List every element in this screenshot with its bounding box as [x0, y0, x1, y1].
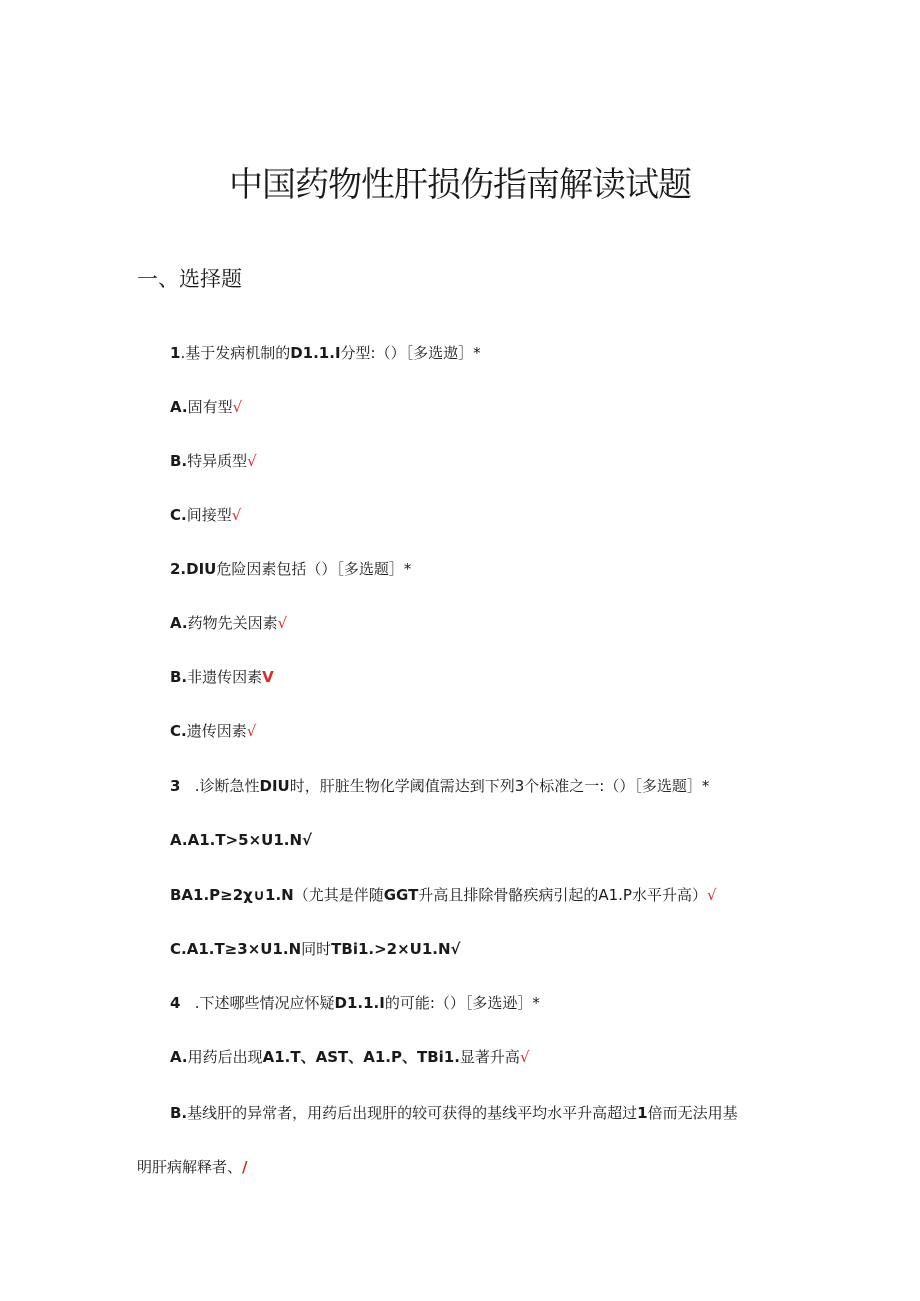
check-mark: V	[262, 668, 274, 686]
option-letter: C.	[170, 722, 187, 740]
question-4	[170, 991, 540, 1015]
option-text: 固有型	[187, 398, 233, 416]
question-text: 危险因素包括（）［多选题］*	[216, 560, 412, 578]
question-number: 1	[170, 344, 181, 362]
option-letter: B.	[170, 1104, 188, 1122]
option-text: 间接型	[186, 506, 232, 524]
option-letter: A.	[170, 614, 188, 632]
answer-option	[170, 937, 461, 961]
option-text: 明肝病解释者、	[137, 1158, 243, 1176]
check-mark: √	[246, 722, 257, 740]
question-text: .基于发病机制的	[180, 344, 291, 362]
section-heading: 一、选择题	[137, 267, 242, 291]
answer-option	[170, 883, 717, 907]
option-letter: C.	[170, 506, 187, 524]
question-number: 3	[170, 777, 181, 795]
answer-option	[170, 1045, 530, 1069]
option-text-tail: 升高且排除骨骼疾病引起的A1.P水平升高）	[418, 886, 707, 904]
answer-option	[170, 395, 242, 419]
question-text-tail: 时，肝脏生物化学阈值需达到下列3个标准之一:（）［多选题］*	[289, 777, 710, 795]
question-term: DIU	[259, 777, 290, 795]
check-mark: √	[706, 886, 717, 904]
option-text: 遗传因素	[186, 722, 247, 740]
answer-option-continuation	[137, 1155, 248, 1179]
check-mark: √	[247, 452, 257, 470]
question-text-tail: 分型:（）［多选遨］*	[340, 344, 481, 362]
question-number: 4	[170, 994, 181, 1012]
question-1	[170, 341, 481, 365]
option-text: 药物先关因素	[187, 614, 278, 632]
option-text-tail: 显著升高	[459, 1048, 520, 1066]
option-letter: BA1.P≥2χ∪1.N	[170, 886, 294, 904]
question-text: .下述哪些情况应怀疑	[180, 994, 335, 1012]
answer-option	[170, 503, 241, 527]
option-term: TBi1.>2×U1.N√	[331, 940, 461, 958]
question-number: 2.DIU	[170, 560, 217, 578]
answer-option	[170, 719, 256, 743]
question-text: .诊断急性	[180, 777, 260, 795]
option-text: 非遗传因素	[187, 668, 263, 686]
option-letter: C.A1.T≥3×U1.N	[170, 940, 302, 958]
option-letter: B.	[170, 668, 188, 686]
check-mark: √	[277, 614, 288, 632]
check-mark: √	[519, 1048, 530, 1066]
check-mark: /	[242, 1158, 248, 1176]
answer-option	[170, 665, 274, 689]
option-text: A.A1.T>5×U1.N√	[170, 831, 313, 849]
answer-option	[170, 449, 257, 473]
answer-option	[170, 611, 287, 635]
option-letter: A.	[170, 1048, 188, 1066]
option-text: 用药后出现	[187, 1048, 263, 1066]
option-term: 1	[637, 1104, 648, 1122]
question-2	[170, 557, 411, 581]
check-mark: √	[231, 506, 242, 524]
question-term: D1.1.I	[290, 344, 341, 362]
document-title: 中国药物性肝损伤指南解读试题	[229, 165, 691, 205]
option-letter: A.	[170, 398, 188, 416]
option-text: 特异质型	[187, 452, 248, 470]
option-text-tail: 倍而无法用基	[647, 1104, 738, 1122]
option-term: A1.T、AST、A1.P、TBi1.	[262, 1048, 460, 1066]
question-3	[170, 774, 709, 798]
check-mark: √	[232, 398, 243, 416]
answer-option	[170, 1101, 738, 1125]
option-text: （尤其是伴随	[293, 886, 384, 904]
option-letter: B.	[170, 452, 188, 470]
question-text-tail: 的可能:（）［多选逊］*	[384, 994, 540, 1012]
option-term: GGT	[383, 886, 419, 904]
answer-option	[170, 828, 312, 852]
option-text: 同时	[301, 940, 332, 958]
question-term: D1.1.I	[334, 994, 385, 1012]
option-text: 基线肝的异常者，用药后出现肝的较可获得的基线平均水平升高超过	[187, 1104, 638, 1122]
